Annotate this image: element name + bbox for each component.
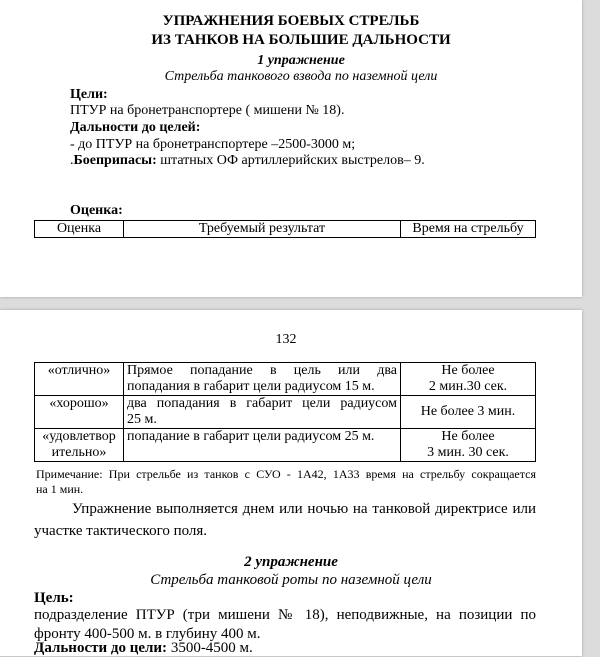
targets-label: Цели: [70, 87, 108, 102]
grade-cell [35, 429, 124, 462]
note-line-1: Примечание: При стрельбе из танков с СУО - 1А42, 1А33 время на стрельбу сокращается [36, 467, 536, 481]
target-2-label: Цель: [34, 590, 74, 606]
header-time: Время на стрельбу [401, 221, 536, 238]
result-line: 25 м. [127, 412, 157, 427]
header-grade: Оценка [35, 221, 124, 238]
range-text: - до ПТУР на бронетранспортере –2500-3000 м; [70, 137, 356, 152]
result-cell: попадание в габарит цели радиусом 25 м. [124, 429, 401, 462]
exercise-2-subtitle: Стрельба танковой роты по наземной цели [150, 572, 432, 588]
result-cell [124, 363, 401, 396]
note [36, 467, 536, 497]
result-cell [124, 396, 401, 429]
target-2-line-2: фронту 400-500 м. в глубину 400 м. [34, 626, 261, 642]
title-line-2: ИЗ ТАНКОВ НА БОЛЬШИЕ ДАЛЬНОСТИ [151, 32, 451, 48]
grade-label: Оценка: [70, 203, 123, 218]
ammo-text: штатных ОФ артиллерийских выстрелов– 9. [156, 153, 425, 168]
grade-cell: «отлично» [35, 363, 124, 396]
page-number: 132 [275, 332, 297, 347]
exercise-1-title: 1 упражнение [257, 53, 345, 68]
time-line: 3 мин. 30 сек. [427, 445, 509, 460]
table-header-row [35, 221, 536, 238]
result-line: попадания в габарит цели радиусом 15 м. [127, 379, 375, 394]
document-page-2 [0, 310, 582, 656]
header-result: Требуемый результат [124, 221, 401, 238]
time-cell [401, 429, 536, 462]
grade-table-header [34, 220, 536, 238]
time-line: Не более 3 мин. [420, 404, 516, 419]
result-line: два попадания в габарит цели радиусом [127, 396, 397, 411]
paragraph-line-2: участке тактического поля. [34, 523, 208, 539]
time-line: Не более [441, 429, 495, 444]
paragraph-line-1: Упражнение выполняется днем или ночью на танковой директрисе или [72, 501, 536, 517]
document-page-1 [0, 0, 582, 297]
grade-table-body [34, 362, 536, 462]
exercise-2-title: 2 упражнение [244, 554, 338, 570]
ammo-line [70, 153, 425, 169]
target-2-line-1: подразделение ПТУР (три мишени № 18), неподвижные, на позиции по [34, 607, 536, 623]
table-row [35, 363, 536, 396]
time-cell [401, 396, 536, 429]
ammo-prefix: . [70, 153, 74, 168]
grade-line: ительно» [51, 445, 107, 460]
ammo-label: Боеприпасы: [73, 153, 157, 168]
range-2-text: 3500-4500 м. [167, 640, 253, 656]
grade-cell: «хорошо» [35, 396, 124, 429]
time-line: Не более [441, 363, 495, 378]
table-row [35, 396, 536, 429]
targets-text: ПТУР на бронетранспортере ( мишени № 18). [70, 103, 345, 118]
title-line-1: УПРАЖНЕНИЯ БОЕВЫХ СТРЕЛЬБ [162, 13, 420, 29]
paragraph [34, 498, 536, 542]
table-row [35, 429, 536, 462]
range-2-line [34, 640, 253, 657]
grade-line: «удовлетвор [42, 429, 116, 444]
range-2-label: Дальности до цели: [34, 640, 168, 656]
exercise-1-subtitle: Стрельба танкового взвода по наземной цели [164, 69, 438, 84]
result-line: Прямое попадание в цель или два [127, 363, 397, 378]
note-line-2: на 1 мин. [36, 482, 84, 496]
time-line: 2 мин.30 сек. [428, 379, 508, 394]
target-2-text [34, 606, 536, 644]
range-label: Дальности до целей: [70, 120, 201, 135]
time-cell [401, 363, 536, 396]
